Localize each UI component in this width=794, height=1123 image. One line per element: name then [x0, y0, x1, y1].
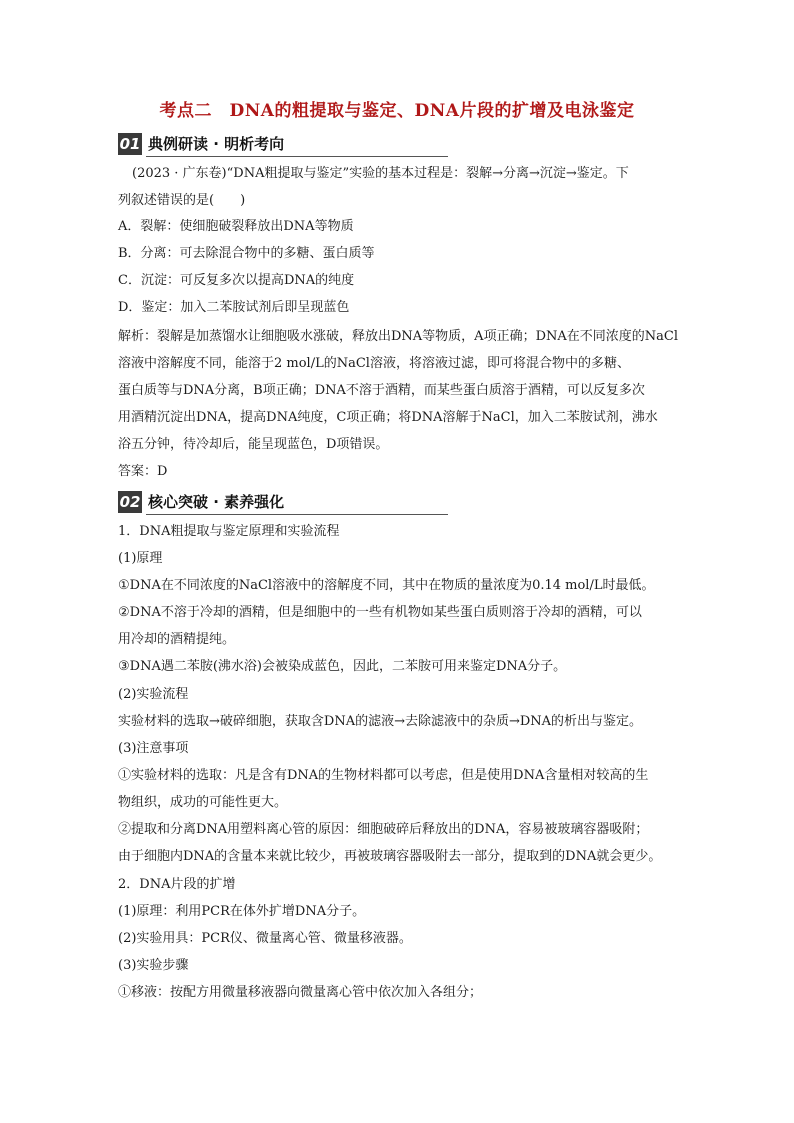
- section-rule: [146, 156, 448, 157]
- body-line: ①DNA在不同浓度的NaCl溶液中的溶解度不同，其中在物质的量浓度为0.14 mol/L时最低。: [118, 578, 655, 593]
- body-line: ②提取和分离DNA用塑料离心管的原因：细胞破碎后释放出的DNA，容易被玻璃容器吸附；: [118, 822, 649, 837]
- question-stem: (2023 · 广东卷)“DNA粗提取与鉴定”实验的基本过程是：裂解→分离→沉淀→鉴定。下: [132, 166, 629, 181]
- body-line: ②DNA不溶于冷却的酒精，但是细胞中的一些有机物如某些蛋白质则溶于冷却的酒精，可以: [118, 605, 642, 620]
- analysis-line: 用酒精沉淀出DNA，提高DNA纯度，C项正确；将DNA溶解于NaCl，加入二苯胺试剂，沸水: [118, 410, 658, 425]
- question-stem-cont: 列叙述错误的是( ): [118, 193, 246, 208]
- option-d: D．鉴定：加入二苯胺试剂后即呈现蓝色: [118, 300, 350, 315]
- option-a: A．裂解：使细胞破裂释放出DNA等物质: [118, 219, 354, 234]
- section-banner-example: [118, 133, 448, 157]
- heading: 1．DNA粗提取与鉴定原理和实验流程: [118, 524, 340, 539]
- body-line: ①实验材料的选取：凡是含有DNA的生物材料都可以考虑，但是使用DNA含量相对较高的生: [118, 768, 649, 783]
- body-line: 实验材料的选取→破碎细胞，获取含DNA的滤液→去除滤液中的杂质→DNA的析出与鉴定。: [118, 714, 643, 729]
- page-title: 考点二 DNA的粗提取与鉴定、DNA片段的扩增及电泳鉴定: [159, 101, 635, 121]
- section-number: 01: [119, 135, 141, 153]
- body-line: 物组织，成功的可能性更大。: [118, 795, 288, 810]
- body-line: ①移液：按配方用微量移液器向微量离心管中依次加入各组分；: [118, 985, 483, 1000]
- body-line: 由于细胞内DNA的含量本来就比较少，再被玻璃容器吸附去一部分，提取到的DNA就会更少。: [118, 849, 662, 864]
- subheading: (1)原理: [118, 551, 163, 566]
- option-c: C．沉淀：可反复多次以提高DNA的纯度: [118, 273, 355, 288]
- section-number: 02: [119, 493, 141, 511]
- subheading: (3)实验步骤: [118, 958, 189, 973]
- analysis-line: 解析：裂解是加蒸馏水让细胞吸水涨破，释放出DNA等物质，A项正确；DNA在不同浓度的NaCl: [118, 329, 678, 344]
- subheading: (3)注意事项: [118, 741, 189, 756]
- heading: 2．DNA片段的扩增: [118, 877, 236, 892]
- body-line: 用冷却的酒精提纯。: [118, 632, 236, 647]
- body-line: ③DNA遇二苯胺(沸水浴)会被染成蓝色，因此，二苯胺可用来鉴定DNA分子。: [118, 659, 567, 674]
- body-line: (1)原理：利用PCR在体外扩增DNA分子。: [118, 904, 366, 919]
- section-banner-core: [118, 491, 448, 515]
- analysis-line: 溶液中溶解度不同，能溶于2 mol/L的NaCl溶液，将溶液过滤，即可将混合物中的多糖、: [118, 356, 630, 371]
- body-line: (2)实验用具：PCR仪、微量离心管、微量移液器。: [118, 931, 412, 946]
- answer: 答案：D: [118, 464, 168, 479]
- section-label: 典例研读 · 明析考向: [148, 135, 285, 153]
- section-rule: [146, 514, 448, 515]
- section-label: 核心突破 · 素养强化: [148, 493, 285, 511]
- option-b: B．分离：可去除混合物中的多糖、蛋白质等: [118, 246, 375, 261]
- analysis-line: 蛋白质等与DNA分离，B项正确；DNA不溶于酒精，而某些蛋白质溶于酒精，可以反复多次: [118, 383, 645, 398]
- analysis-line: 浴五分钟，待冷却后，能呈现蓝色，D项错误。: [118, 437, 389, 452]
- subheading: (2)实验流程: [118, 687, 189, 702]
